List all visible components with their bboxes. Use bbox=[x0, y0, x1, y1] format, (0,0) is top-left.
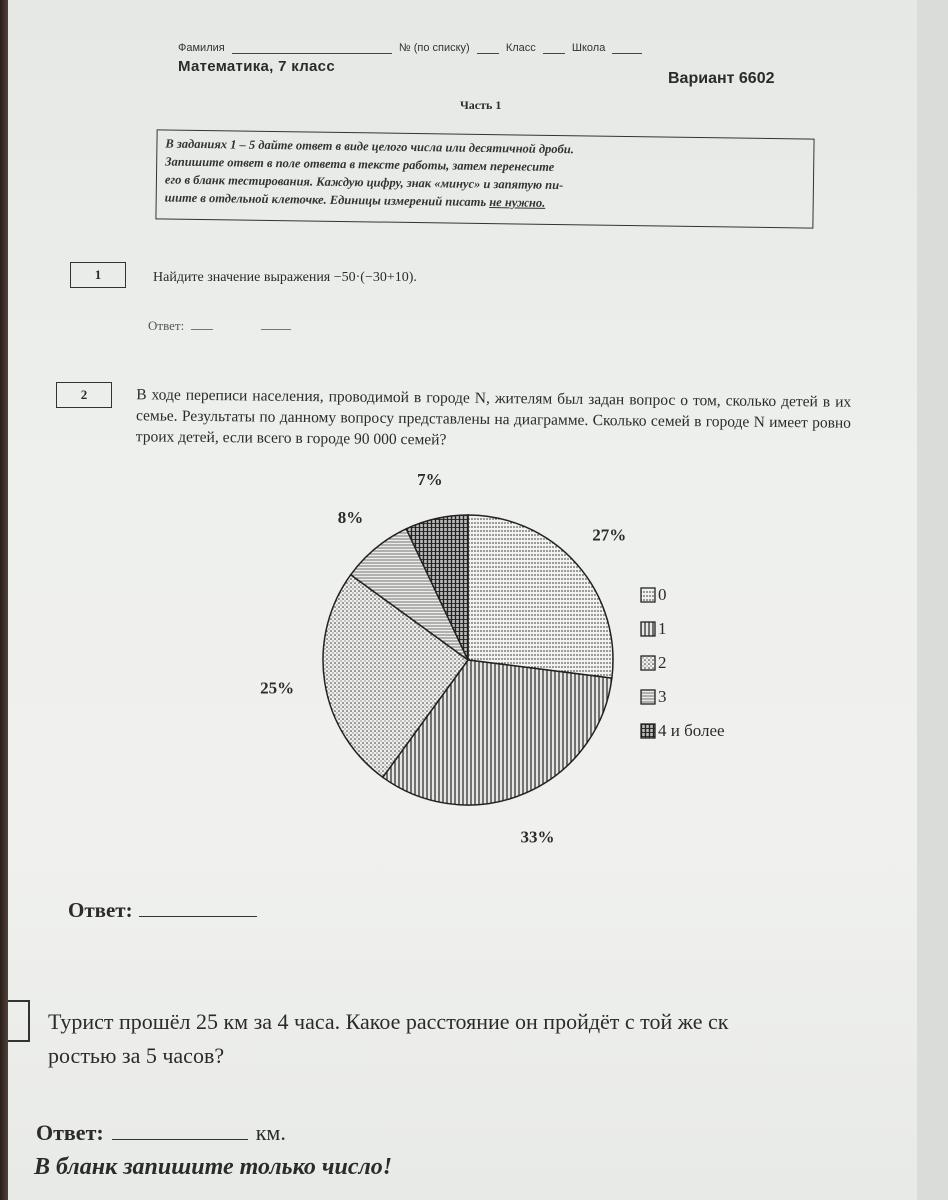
legend-label: 2 bbox=[658, 653, 667, 672]
pie-slice-label: 25% bbox=[260, 678, 295, 698]
answer-field[interactable] bbox=[139, 916, 257, 917]
answer-unit: км. bbox=[255, 1120, 286, 1145]
worksheet-page bbox=[8, 0, 917, 1200]
answer-label: Ответ: bbox=[148, 318, 185, 333]
question-number-box: 1 bbox=[70, 262, 126, 288]
legend-label: 0 bbox=[658, 585, 667, 604]
instructions-text: шите в отдельной клеточке. Единицы измерений писать bbox=[164, 190, 490, 210]
legend-swatch bbox=[640, 621, 656, 637]
header-fields-row bbox=[178, 42, 646, 54]
answer-field[interactable] bbox=[191, 329, 213, 330]
legend-swatch bbox=[640, 655, 656, 671]
legend-label: 1 bbox=[658, 619, 667, 638]
pie-slice-label: 27% bbox=[592, 525, 627, 545]
instructions-box bbox=[155, 129, 814, 228]
instructions-line: Запишите ответ в поле ответа в тексте работы, затем перенесите bbox=[165, 154, 555, 174]
answer-field-continuation[interactable] bbox=[261, 329, 291, 330]
legend-item bbox=[640, 578, 725, 612]
list-number-label: № (по списку) bbox=[398, 42, 470, 54]
school-label: Школа bbox=[571, 42, 606, 54]
legend-item bbox=[640, 714, 725, 748]
legend-item bbox=[640, 680, 725, 714]
pie-chart bbox=[258, 470, 638, 850]
legend-item bbox=[640, 646, 725, 680]
variant-label: Вариант 6602 bbox=[668, 70, 775, 87]
legend-label: 3 bbox=[658, 687, 667, 706]
school-field[interactable] bbox=[612, 53, 642, 54]
class-field[interactable] bbox=[543, 53, 565, 54]
question-3-text bbox=[48, 1005, 948, 1073]
question-3-line: Турист прошёл 25 км за 4 часа. Какое расстояние он пройдёт с той же ск bbox=[48, 1009, 729, 1034]
question-1-answer bbox=[148, 318, 291, 334]
subject-title: Математика, 7 класс bbox=[178, 58, 335, 75]
list-number-field[interactable] bbox=[477, 53, 499, 54]
question-number-box-partial bbox=[8, 1000, 30, 1042]
legend-swatch bbox=[640, 587, 656, 603]
part-title: Часть 1 bbox=[460, 98, 502, 112]
answer-label: Ответ: bbox=[68, 898, 133, 922]
answer-field[interactable] bbox=[112, 1139, 248, 1140]
pie-slice-label: 7% bbox=[417, 470, 443, 490]
instructions-line: В заданиях 1 – 5 дайте ответ в виде целого числа или десятичной дроби. bbox=[165, 136, 575, 157]
surname-label: Фамилия bbox=[178, 42, 225, 54]
question-3-answer bbox=[36, 1120, 286, 1146]
question-2-text: В ходе переписи населения, проводимой в городе N, жителям был задан вопрос о том, сколько детей в их семье. Результаты по данному вопросу представлены на диаграмме. Сколько семей в городе N имеет ровно троих детей, если всего в городе 90 000 семей? bbox=[135, 386, 852, 449]
legend-swatch bbox=[640, 689, 656, 705]
answer-label: Ответ: bbox=[36, 1120, 104, 1145]
question-3-line: ростью за 5 часов? bbox=[48, 1043, 225, 1068]
pie-slice-label: 33% bbox=[520, 827, 555, 847]
question-number-box: 2 bbox=[56, 382, 112, 408]
instructions-underlined: не нужно. bbox=[489, 195, 546, 210]
legend-label: 4 и более bbox=[658, 721, 725, 740]
question-3-note: В бланк запишите только число! bbox=[34, 1154, 393, 1180]
pie-slice bbox=[468, 515, 613, 678]
question-2-answer bbox=[68, 898, 257, 923]
chart-legend bbox=[640, 578, 725, 748]
legend-swatch bbox=[640, 723, 656, 739]
surname-field[interactable] bbox=[232, 53, 392, 54]
instructions-line: его в бланк тестирования. Каждую цифру, знак «минус» и запятую пи- bbox=[164, 172, 564, 193]
class-label: Класс bbox=[505, 42, 536, 54]
pie-slice-label: 8% bbox=[337, 508, 364, 528]
legend-item bbox=[640, 612, 725, 646]
question-1-text: Найдите значение выражения −50·(−30+10). bbox=[153, 270, 417, 285]
